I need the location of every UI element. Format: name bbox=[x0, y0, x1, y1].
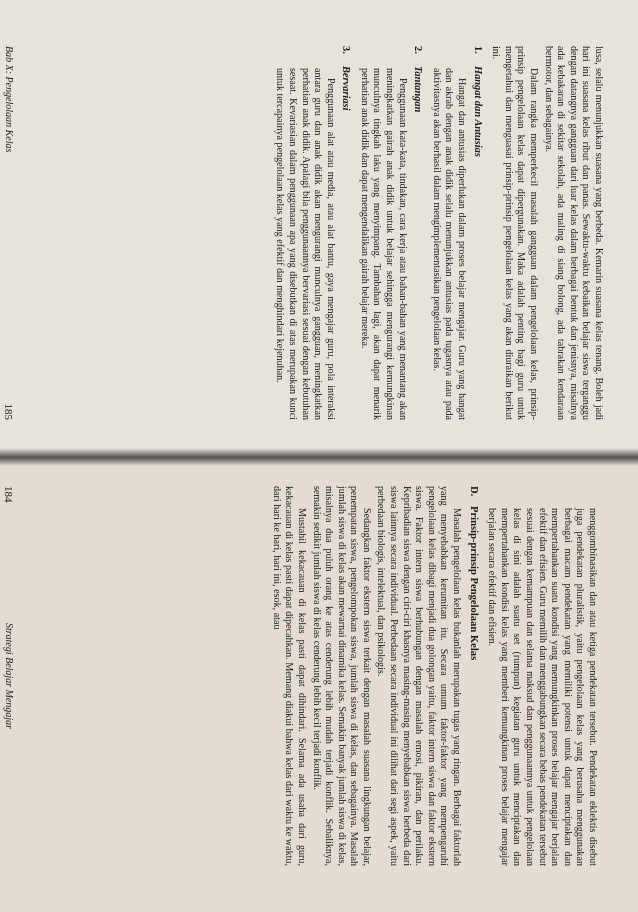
section-heading bbox=[466, 486, 479, 866]
body-paragraph: Dalam rangka memperkecil masalah gangguan dalam pengelolaan kelas, prinsip-prinsip pengelolaan kelas dapat dipergunakan. Maka adalah penting bagi guru untuk mengetahui dan menguasai prinsip-prinsip pengelolaan kelas yang akan diuraikan berikut ini. bbox=[490, 46, 540, 420]
body-paragraph: menggombinasikan dan atau ketiga pendekatan tersebut. Pendekatan eklektis disebut juga pendekatan pluralistik, yaitu pengelolaan kelas yang berusaha menggunakan berbagai macam pendekatan yang memiliki potensi untuk dapat menciptakan dan mempertahankan suatu kondisi yang memungkinkan proses belajar mengajar berjalan efektif dan efisien. Guru memilih dan menggabungkan secara bebas pendekatan tersebut sesuai dengan kemampuan dan selama maksud dan penggunaannya untuk pengelolaan kelas di sini adalah suatu set (rumpun) kegiatan guru untuk menciptakan dan mempertahankan kondisi kelas yang memberi kemungkinan proses belajar mengajar berjalan secara efektif dan efisien. bbox=[486, 508, 598, 866]
body-paragraph: Penggunaan kata-kata, tindakan, cara kerja atau bahan-bahan yang menantang akan meningkatkan gairah anak didik untuk belajar sehingga mengurangi kemungkinan munculnya tingkah laku yang menyimpang. Tambahan lagi, akan dapat menarik perhatian anak didik dan dapat mengendalikan gairah belajar mereka. bbox=[358, 68, 408, 420]
subheading bbox=[411, 46, 424, 420]
subheading-number: 1. bbox=[471, 46, 483, 54]
body-paragraph: Mustahil kekacauan di kelas pasti dapat dihindari. Selama ada usaha dari guru, kekacauan di kelas pasti dapat dipecahkan. Memang diakui bahwa kelas dari waktu ke waktu, dari hari ke hari, hari ini, esok, atau bbox=[270, 486, 307, 866]
book-gutter-shadow bbox=[0, 448, 638, 466]
running-footer-title: Strategi Belajar Mengajar bbox=[3, 622, 14, 730]
subheading-number: 3. bbox=[340, 46, 352, 54]
body-paragraph: Masalah pengelolaan kelas bukanlah merupakan tugas yang ringan. Berbagai faktorlah yang menyebabkan kerumitan itu. Secara umum faktor-faktor yang mempengaruhi pengelolaan kelas dibagi menjadi dua golongan yaitu, faktor intern siswa dan faktor ekstern siswa. Faktor intern siswa berhubungan dengan masalah emosi, pikiran, dan perilaku. Kepribadian siswa dengan ciri-ciri khasnya masing-masing menyebabkan siswa berbeda dari siswa lainnya secara individual. Perbedaan secara individual ini dilihat dari segi aspek, yaitu perbedaan biologis, intelektual, dan psikologis. bbox=[375, 486, 463, 866]
body-paragraph: Penggunaan alat atau media, atau alat bantu, gaya mengajar guru, pola interaksi antara guru dan anak didik akan mengurangi munculnya gangguan, meningkatkan perhatian anak didik. Apalagi bila penggunaannya bervariasi sesuai dengan kebutuhan sesaat. Kevariasian dalam penggunaan apa yang disebutkan di atas merupakan kunci untuk tercapainya pengelolaan kelas yang efektif dan menghindari kejenuhan. bbox=[274, 68, 336, 420]
page-184 bbox=[0, 456, 638, 912]
subheading-title: Tantangan bbox=[412, 66, 424, 113]
section-title: Prinsip-prinsip Pengelolaan Kelas bbox=[467, 506, 479, 661]
subheading-title: Bervariasi bbox=[340, 66, 352, 111]
page-number: 185 bbox=[2, 403, 14, 420]
running-footer-title: Bab X: Pengelolaan Kelas bbox=[3, 46, 14, 153]
body-paragraph: Hangat dan antusias diperlukan dalam proses belajar mengajar. Guru yang hangat dan akrab dengan anak didik selalu menunjukkan antusias pada tugasnya atau pada aktivitasnya akan berhasil dalam mengimplementasikan pengelolaan kelas. bbox=[430, 68, 468, 420]
body-paragraph: lusa, selalu menunjukkan suasana yang berbeda. Kemarin suasana kelas tenang. Boleh jadi hari ini suasana kelas ribut dan panas. Sewaktu-waktu kebaikan belajar siswa terganggu dengan datangnya gangguan dari luar kelas dalam berbagai bentuk dan jenisnya, misalnya ada kebakaran di sekitar sekolah, ada maling di siang bolong, ada tabrakan kendaraan bermotor, dan sebagainya. bbox=[542, 46, 604, 420]
body-paragraph: Sedangkan faktor ekstern siswa terkait dengan masalah suasana lingkungan belajar, penempatan siswa, pengelompokan siswa, jumlah siswa di kelas, dan sebagainya. Masalah jumlah siswa di kelas akan mewarnai dinamika kelas. Semakin banyak jumlah siswa di kelas, misalnya dua puluh orang ke atas cenderung lebih mudah terjadi konflik. Sebaliknya, semakin sedikit jumlah siswa di kelas cenderung lebih kecil terjadi konflik. bbox=[310, 486, 372, 866]
subheading-title: Hangat dan Antusias bbox=[471, 66, 483, 157]
subheading bbox=[470, 46, 483, 420]
subheading bbox=[339, 46, 352, 420]
subheading-number: 2. bbox=[412, 46, 424, 54]
page-number: 184 bbox=[2, 486, 14, 503]
section-letter: D. bbox=[467, 486, 479, 497]
